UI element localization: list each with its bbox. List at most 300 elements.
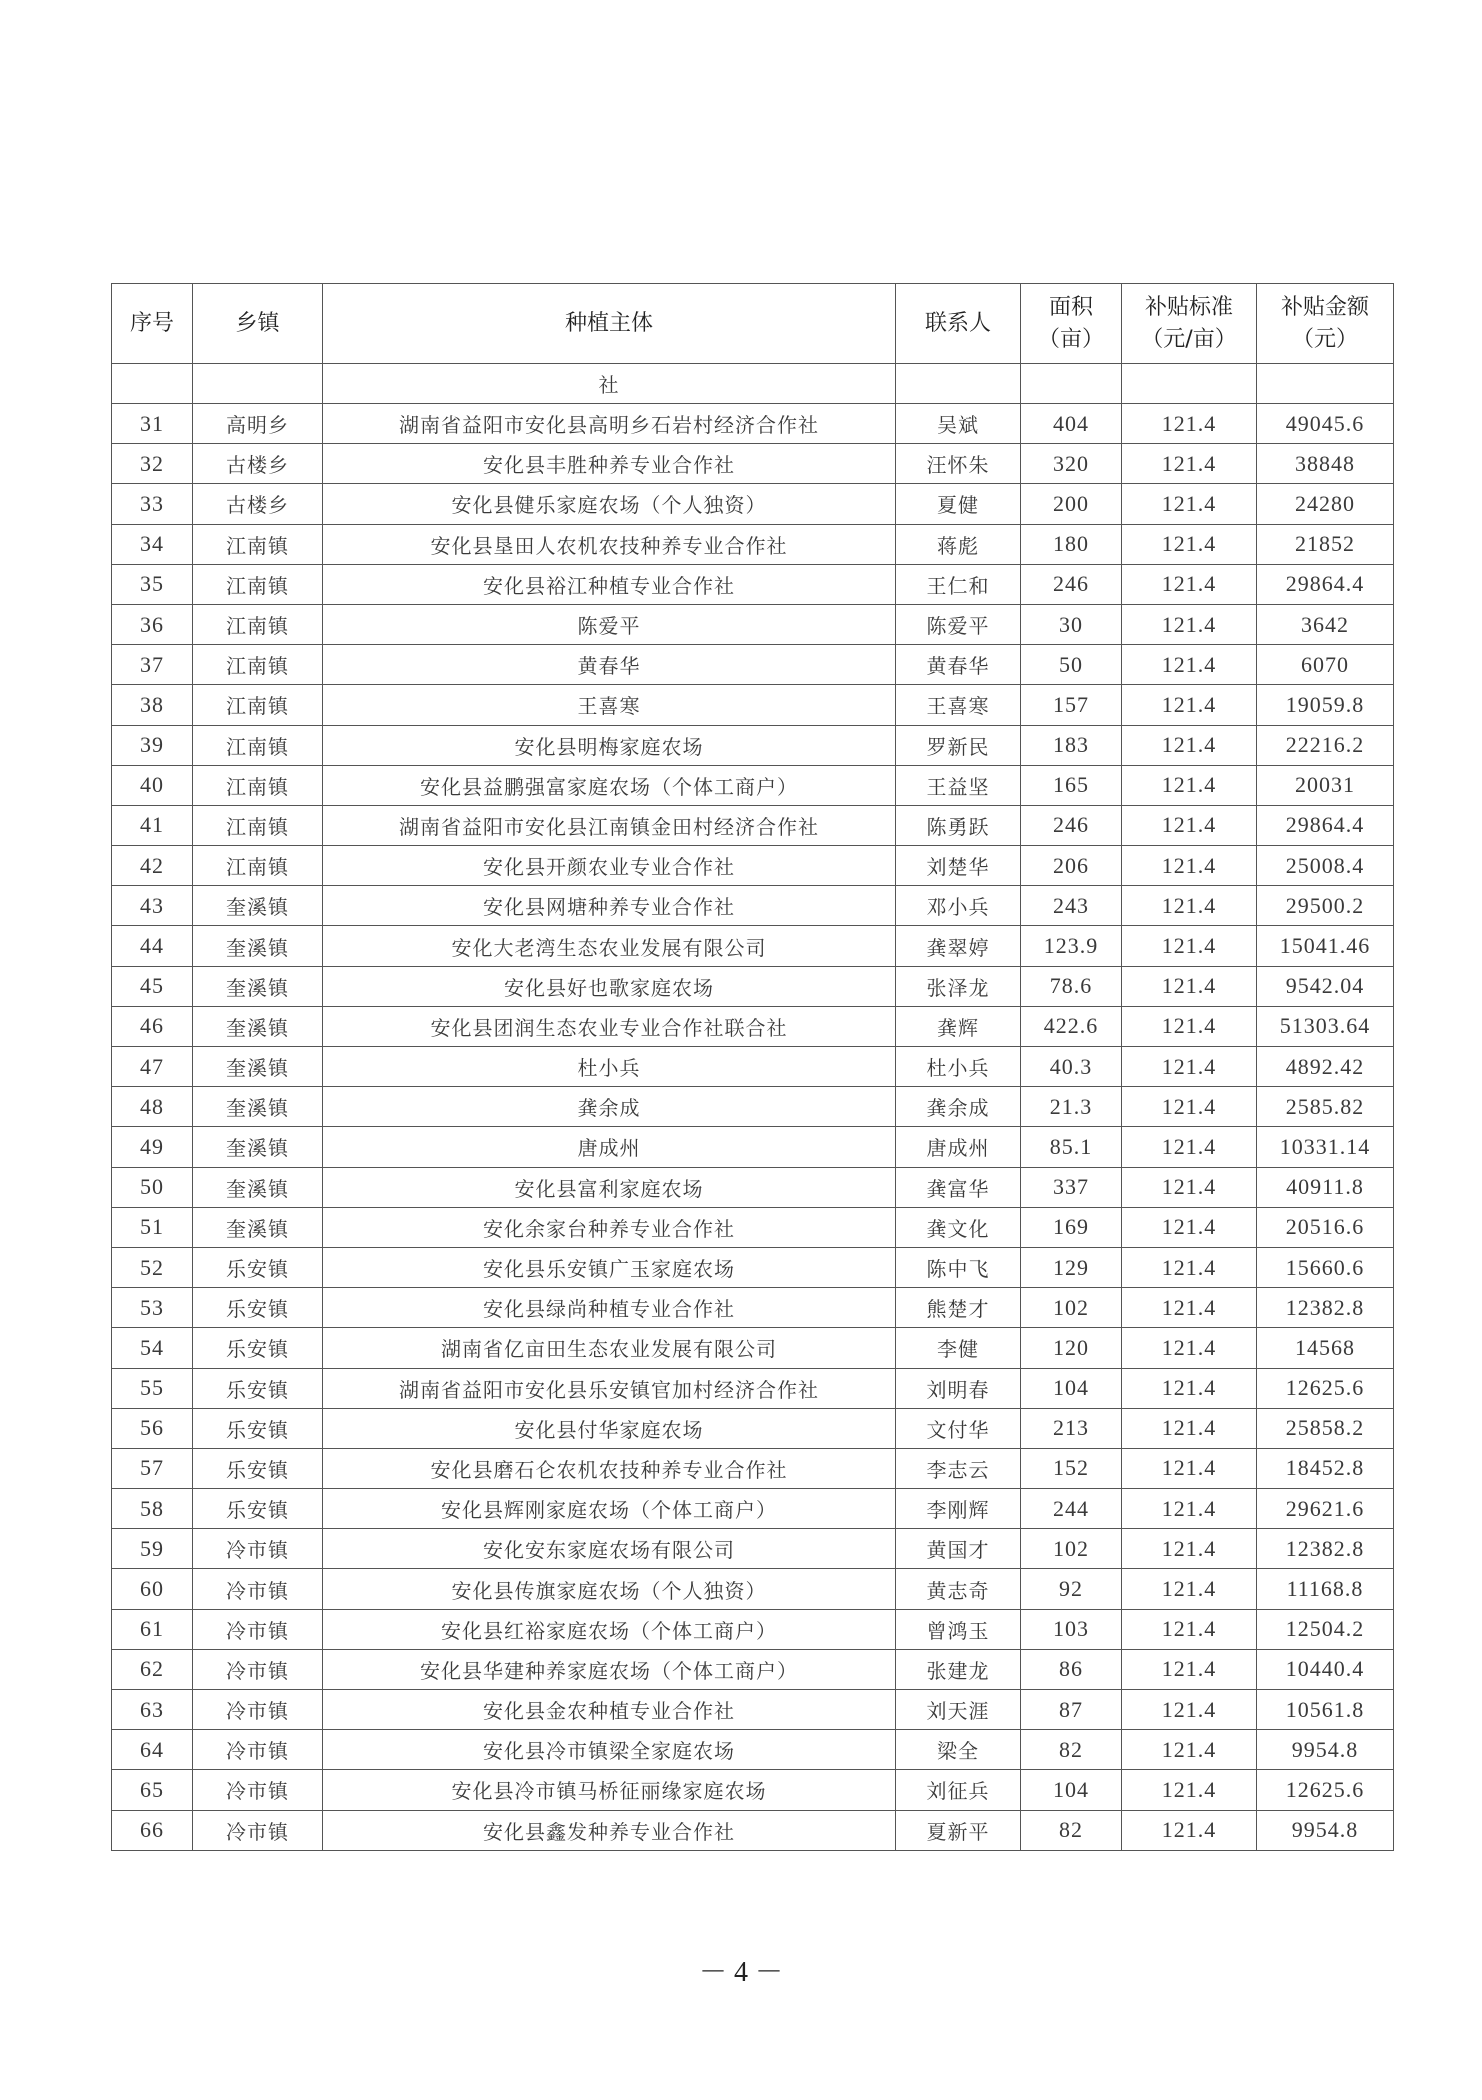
header-standard-line2: （元/亩）	[1141, 326, 1237, 352]
table-row	[112, 1408, 1394, 1448]
cell-contact: 唐成州	[896, 1127, 1021, 1167]
cell-amount: 11168.8	[1257, 1569, 1394, 1609]
table-row	[112, 886, 1394, 926]
cell-township: 奎溪镇	[193, 1087, 323, 1127]
cell-standard: 121.4	[1122, 1006, 1257, 1046]
cell-entity: 安化县华建种养家庭农场（个体工商户）	[323, 1649, 896, 1689]
cell-amount: 10440.4	[1257, 1649, 1394, 1689]
cell-amount: 20031	[1257, 765, 1394, 805]
cell-standard: 121.4	[1122, 484, 1257, 524]
cell-amount: 49045.6	[1257, 404, 1394, 444]
cell-area: 165	[1021, 765, 1122, 805]
cell-index: 35	[112, 564, 193, 604]
cell-area: 103	[1021, 1609, 1122, 1649]
cell-area: 104	[1021, 1770, 1122, 1810]
subsidy-table	[111, 283, 1394, 1851]
cell-contact: 陈爱平	[896, 604, 1021, 644]
cell-standard: 121.4	[1122, 1569, 1257, 1609]
cell-area: 85.1	[1021, 1127, 1122, 1167]
cell-contact: 黄春华	[896, 645, 1021, 685]
table-row	[112, 1569, 1394, 1609]
cell-area: 404	[1021, 404, 1122, 444]
cell-contact: 文付华	[896, 1408, 1021, 1448]
cell-contact: 梁全	[896, 1730, 1021, 1770]
cell-entity: 安化县富利家庭农场	[323, 1167, 896, 1207]
cell-entity: 安化县付华家庭农场	[323, 1408, 896, 1448]
table-row	[112, 1288, 1394, 1328]
cell-amount: 3642	[1257, 604, 1394, 644]
cell-standard: 121.4	[1122, 564, 1257, 604]
cell-amount: 9542.04	[1257, 966, 1394, 1006]
cell-index: 63	[112, 1690, 193, 1730]
cell-index: 56	[112, 1408, 193, 1448]
cell-index: 31	[112, 404, 193, 444]
cell-township: 江南镇	[193, 524, 323, 564]
cell-index: 51	[112, 1207, 193, 1247]
cell-amount: 51303.64	[1257, 1006, 1394, 1046]
cell-township: 乐安镇	[193, 1489, 323, 1529]
cell-index: 64	[112, 1730, 193, 1770]
table-row	[112, 725, 1394, 765]
cell-index: 47	[112, 1047, 193, 1087]
cell-township: 奎溪镇	[193, 1207, 323, 1247]
cell-township: 江南镇	[193, 725, 323, 765]
cell-standard: 121.4	[1122, 1810, 1257, 1850]
cell-index: 41	[112, 805, 193, 845]
cell-entity: 湖南省益阳市安化县乐安镇官加村经济合作社	[323, 1368, 896, 1408]
cell-contact: 罗新民	[896, 725, 1021, 765]
cell-area: 200	[1021, 484, 1122, 524]
cell-township: 冷市镇	[193, 1770, 323, 1810]
cell-entity: 安化县红裕家庭农场（个体工商户）	[323, 1609, 896, 1649]
cell-amount: 12625.6	[1257, 1368, 1394, 1408]
cell-township: 奎溪镇	[193, 886, 323, 926]
cell-area: 246	[1021, 805, 1122, 845]
table-row	[112, 1690, 1394, 1730]
cell-index: 58	[112, 1489, 193, 1529]
table-row	[112, 1328, 1394, 1368]
cell-township: 江南镇	[193, 645, 323, 685]
cell-contact	[896, 364, 1021, 404]
cell-entity: 安化县开颜农业专业合作社	[323, 846, 896, 886]
cell-index: 61	[112, 1609, 193, 1649]
cell-index: 43	[112, 886, 193, 926]
header-amount	[1257, 284, 1394, 364]
cell-area: 246	[1021, 564, 1122, 604]
header-amount-line2: （元）	[1291, 326, 1358, 352]
cell-index: 46	[112, 1006, 193, 1046]
cell-index: 55	[112, 1368, 193, 1408]
cell-index: 33	[112, 484, 193, 524]
cell-contact: 刘天涯	[896, 1690, 1021, 1730]
cell-standard: 121.4	[1122, 805, 1257, 845]
cell-standard: 121.4	[1122, 1730, 1257, 1770]
cell-amount: 14568	[1257, 1328, 1394, 1368]
cell-index: 60	[112, 1569, 193, 1609]
table-row	[112, 1489, 1394, 1529]
cell-amount: 25008.4	[1257, 846, 1394, 886]
cell-entity: 黄春华	[323, 645, 896, 685]
cell-contact: 刘明春	[896, 1368, 1021, 1408]
cell-township: 奎溪镇	[193, 1167, 323, 1207]
cell-township	[193, 364, 323, 404]
table-row	[112, 1047, 1394, 1087]
header-entity: 种植主体	[323, 284, 896, 364]
cell-area: 244	[1021, 1489, 1122, 1529]
table-row	[112, 1368, 1394, 1408]
cell-amount	[1257, 364, 1394, 404]
cell-index: 36	[112, 604, 193, 644]
cell-amount: 24280	[1257, 484, 1394, 524]
cell-entity: 安化县磨石仑农机农技种养专业合作社	[323, 1448, 896, 1488]
cell-standard	[1122, 364, 1257, 404]
cell-entity: 陈爱平	[323, 604, 896, 644]
cell-township: 奎溪镇	[193, 926, 323, 966]
cell-area: 50	[1021, 645, 1122, 685]
cell-area: 337	[1021, 1167, 1122, 1207]
cell-amount: 38848	[1257, 444, 1394, 484]
cell-area: 78.6	[1021, 966, 1122, 1006]
cell-standard: 121.4	[1122, 1047, 1257, 1087]
cell-entity: 安化县辉刚家庭农场（个体工商户）	[323, 1489, 896, 1529]
table-row	[112, 404, 1394, 444]
header-contact: 联系人	[896, 284, 1021, 364]
cell-entity: 安化县绿尚种植专业合作社	[323, 1288, 896, 1328]
table-row	[112, 966, 1394, 1006]
cell-index: 66	[112, 1810, 193, 1850]
cell-township: 古楼乡	[193, 444, 323, 484]
cell-entity: 安化县网塘种养专业合作社	[323, 886, 896, 926]
cell-entity: 安化县健乐家庭农场（个人独资）	[323, 484, 896, 524]
cell-standard: 121.4	[1122, 725, 1257, 765]
cell-township: 乐安镇	[193, 1288, 323, 1328]
cell-township: 乐安镇	[193, 1408, 323, 1448]
cell-area	[1021, 364, 1122, 404]
cell-amount: 12382.8	[1257, 1529, 1394, 1569]
cell-amount: 19059.8	[1257, 685, 1394, 725]
cell-entity: 王喜寒	[323, 685, 896, 725]
header-area-line2: （亩）	[1037, 326, 1104, 352]
cell-amount: 2585.82	[1257, 1087, 1394, 1127]
cell-amount: 9954.8	[1257, 1810, 1394, 1850]
cell-contact: 刘征兵	[896, 1770, 1021, 1810]
cell-township: 乐安镇	[193, 1448, 323, 1488]
cell-entity: 安化县冷市镇梁全家庭农场	[323, 1730, 896, 1770]
cell-area: 40.3	[1021, 1047, 1122, 1087]
cell-standard: 121.4	[1122, 1207, 1257, 1247]
cell-area: 123.9	[1021, 926, 1122, 966]
cell-standard: 121.4	[1122, 1609, 1257, 1649]
cell-index: 37	[112, 645, 193, 685]
cell-contact: 杜小兵	[896, 1047, 1021, 1087]
cell-index	[112, 364, 193, 404]
cell-standard: 121.4	[1122, 444, 1257, 484]
cell-standard: 121.4	[1122, 645, 1257, 685]
cell-area: 157	[1021, 685, 1122, 725]
cell-contact: 龚余成	[896, 1087, 1021, 1127]
header-area	[1021, 284, 1122, 364]
table-row	[112, 805, 1394, 845]
cell-contact: 王益坚	[896, 765, 1021, 805]
table-row	[112, 1448, 1394, 1488]
cell-entity: 安化县丰胜种养专业合作社	[323, 444, 896, 484]
cell-area: 21.3	[1021, 1087, 1122, 1127]
cell-amount: 12625.6	[1257, 1770, 1394, 1810]
cell-index: 42	[112, 846, 193, 886]
cell-standard: 121.4	[1122, 404, 1257, 444]
table-row	[112, 1127, 1394, 1167]
cell-area: 213	[1021, 1408, 1122, 1448]
cell-standard: 121.4	[1122, 846, 1257, 886]
cell-entity: 安化县裕江种植专业合作社	[323, 564, 896, 604]
cell-area: 243	[1021, 886, 1122, 926]
cell-contact: 邓小兵	[896, 886, 1021, 926]
header-area-line1: 面积	[1048, 294, 1093, 320]
cell-standard: 121.4	[1122, 1328, 1257, 1368]
cell-standard: 121.4	[1122, 1167, 1257, 1207]
cell-amount: 29500.2	[1257, 886, 1394, 926]
cell-township: 冷市镇	[193, 1569, 323, 1609]
cell-amount: 25858.2	[1257, 1408, 1394, 1448]
cell-entity: 湖南省亿亩田生态农业发展有限公司	[323, 1328, 896, 1368]
cell-standard: 121.4	[1122, 1489, 1257, 1529]
cell-contact: 刘楚华	[896, 846, 1021, 886]
cell-area: 82	[1021, 1810, 1122, 1850]
cell-amount: 22216.2	[1257, 725, 1394, 765]
cell-index: 50	[112, 1167, 193, 1207]
table-row	[112, 1207, 1394, 1247]
cell-area: 183	[1021, 725, 1122, 765]
cell-entity: 安化县垦田人农机农技种养专业合作社	[323, 524, 896, 564]
header-amount-line1: 补贴金额	[1280, 294, 1369, 320]
table-row	[112, 1247, 1394, 1287]
table-row	[112, 484, 1394, 524]
cell-contact: 李刚辉	[896, 1489, 1021, 1529]
cell-township: 江南镇	[193, 604, 323, 644]
cell-contact: 龚翠婷	[896, 926, 1021, 966]
cell-amount: 10331.14	[1257, 1127, 1394, 1167]
cell-township: 冷市镇	[193, 1690, 323, 1730]
cell-entity: 安化县乐安镇广玉家庭农场	[323, 1247, 896, 1287]
cell-entity: 安化县金农种植专业合作社	[323, 1690, 896, 1730]
table-row	[112, 1609, 1394, 1649]
cell-amount: 12504.2	[1257, 1609, 1394, 1649]
table-row	[112, 846, 1394, 886]
cell-standard: 121.4	[1122, 1127, 1257, 1167]
header-standard-line1: 补贴标准	[1144, 294, 1233, 320]
cell-contact: 李志云	[896, 1448, 1021, 1488]
cell-amount: 29621.6	[1257, 1489, 1394, 1529]
cell-area: 92	[1021, 1569, 1122, 1609]
cell-township: 冷市镇	[193, 1649, 323, 1689]
cell-area: 152	[1021, 1448, 1122, 1488]
cell-contact: 吴斌	[896, 404, 1021, 444]
table-row	[112, 564, 1394, 604]
cell-amount: 29864.4	[1257, 564, 1394, 604]
table-row	[112, 645, 1394, 685]
cell-standard: 121.4	[1122, 966, 1257, 1006]
cell-index: 44	[112, 926, 193, 966]
cell-contact: 蒋彪	[896, 524, 1021, 564]
cell-township: 古楼乡	[193, 484, 323, 524]
table-header-row	[112, 284, 1394, 364]
cell-standard: 121.4	[1122, 685, 1257, 725]
cell-amount: 20516.6	[1257, 1207, 1394, 1247]
header-township: 乡镇	[193, 284, 323, 364]
cell-area: 30	[1021, 604, 1122, 644]
cell-index: 34	[112, 524, 193, 564]
cell-index: 38	[112, 685, 193, 725]
cell-entity: 安化县团润生态农业专业合作社联合社	[323, 1006, 896, 1046]
cell-township: 冷市镇	[193, 1529, 323, 1569]
cell-index: 65	[112, 1770, 193, 1810]
cell-area: 320	[1021, 444, 1122, 484]
cell-amount: 21852	[1257, 524, 1394, 564]
table-row	[112, 444, 1394, 484]
cell-index: 39	[112, 725, 193, 765]
cell-index: 52	[112, 1247, 193, 1287]
cell-amount: 29864.4	[1257, 805, 1394, 845]
cell-entity: 安化县传旗家庭农场（个人独资）	[323, 1569, 896, 1609]
cell-township: 江南镇	[193, 685, 323, 725]
table-row	[112, 1649, 1394, 1689]
page-number: － 4 －	[698, 1957, 783, 1988]
cell-standard: 121.4	[1122, 1529, 1257, 1569]
cell-index: 62	[112, 1649, 193, 1689]
cell-standard: 121.4	[1122, 1770, 1257, 1810]
cell-entity: 安化县明梅家庭农场	[323, 725, 896, 765]
cell-standard: 121.4	[1122, 926, 1257, 966]
cell-index: 59	[112, 1529, 193, 1569]
cell-area: 82	[1021, 1730, 1122, 1770]
cell-entity: 安化余家台种养专业合作社	[323, 1207, 896, 1247]
cell-index: 45	[112, 966, 193, 1006]
cell-contact: 陈勇跃	[896, 805, 1021, 845]
cell-contact: 夏健	[896, 484, 1021, 524]
cell-standard: 121.4	[1122, 886, 1257, 926]
cell-standard: 121.4	[1122, 1408, 1257, 1448]
cell-township: 冷市镇	[193, 1730, 323, 1770]
cell-standard: 121.4	[1122, 765, 1257, 805]
cell-township: 乐安镇	[193, 1247, 323, 1287]
cell-contact: 龚辉	[896, 1006, 1021, 1046]
cell-township: 冷市镇	[193, 1810, 323, 1850]
cell-township: 奎溪镇	[193, 1006, 323, 1046]
header-standard	[1122, 284, 1257, 364]
cell-contact: 李健	[896, 1328, 1021, 1368]
cell-area: 129	[1021, 1247, 1122, 1287]
cell-township: 江南镇	[193, 805, 323, 845]
cell-contact: 张泽龙	[896, 966, 1021, 1006]
cell-contact: 夏新平	[896, 1810, 1021, 1850]
table-row	[112, 1006, 1394, 1046]
cell-amount: 10561.8	[1257, 1690, 1394, 1730]
cell-township: 江南镇	[193, 765, 323, 805]
cell-area: 86	[1021, 1649, 1122, 1689]
cell-amount: 18452.8	[1257, 1448, 1394, 1488]
table-row	[112, 604, 1394, 644]
cell-contact: 陈中飞	[896, 1247, 1021, 1287]
cell-index: 54	[112, 1328, 193, 1368]
cell-township: 乐安镇	[193, 1328, 323, 1368]
cell-index: 57	[112, 1448, 193, 1488]
table-row	[112, 1087, 1394, 1127]
cell-standard: 121.4	[1122, 1368, 1257, 1408]
cell-index: 49	[112, 1127, 193, 1167]
cell-area: 102	[1021, 1288, 1122, 1328]
cell-standard: 121.4	[1122, 524, 1257, 564]
cell-contact: 王仁和	[896, 564, 1021, 604]
cell-contact: 王喜寒	[896, 685, 1021, 725]
cell-entity: 安化大老湾生态农业发展有限公司	[323, 926, 896, 966]
cell-township: 高明乡	[193, 404, 323, 444]
cell-standard: 121.4	[1122, 1288, 1257, 1328]
table-row	[112, 1529, 1394, 1569]
cell-entity: 安化安东家庭农场有限公司	[323, 1529, 896, 1569]
table-row	[112, 1770, 1394, 1810]
cell-entity: 龚余成	[323, 1087, 896, 1127]
cell-index: 53	[112, 1288, 193, 1328]
cell-index: 48	[112, 1087, 193, 1127]
cell-township: 奎溪镇	[193, 1047, 323, 1087]
table-row	[112, 685, 1394, 725]
cell-entity: 唐成州	[323, 1127, 896, 1167]
cell-area: 180	[1021, 524, 1122, 564]
cell-entity: 安化县冷市镇马桥征丽缘家庭农场	[323, 1770, 896, 1810]
cell-entity: 安化县益鹏强富家庭农场（个体工商户）	[323, 765, 896, 805]
table-row	[112, 1167, 1394, 1207]
cell-index: 40	[112, 765, 193, 805]
cell-entity: 社	[323, 364, 896, 404]
table-row	[112, 524, 1394, 564]
cell-contact: 熊楚才	[896, 1288, 1021, 1328]
cell-amount: 15041.46	[1257, 926, 1394, 966]
cell-entity: 杜小兵	[323, 1047, 896, 1087]
cell-township: 乐安镇	[193, 1368, 323, 1408]
cell-area: 422.6	[1021, 1006, 1122, 1046]
cell-contact: 龚文化	[896, 1207, 1021, 1247]
cell-standard: 121.4	[1122, 1690, 1257, 1730]
cell-contact: 汪怀朱	[896, 444, 1021, 484]
cell-amount: 15660.6	[1257, 1247, 1394, 1287]
cell-township: 奎溪镇	[193, 966, 323, 1006]
table-row	[112, 1730, 1394, 1770]
cell-township: 奎溪镇	[193, 1127, 323, 1167]
cell-index: 32	[112, 444, 193, 484]
cell-township: 江南镇	[193, 846, 323, 886]
cell-township: 江南镇	[193, 564, 323, 604]
table-row	[112, 926, 1394, 966]
cell-area: 169	[1021, 1207, 1122, 1247]
cell-amount: 6070	[1257, 645, 1394, 685]
cell-contact: 张建龙	[896, 1649, 1021, 1689]
cell-contact: 黄志奇	[896, 1569, 1021, 1609]
cell-area: 102	[1021, 1529, 1122, 1569]
cell-standard: 121.4	[1122, 1448, 1257, 1488]
cell-entity: 安化县好也歌家庭农场	[323, 966, 896, 1006]
cell-amount: 12382.8	[1257, 1288, 1394, 1328]
cell-contact: 龚富华	[896, 1167, 1021, 1207]
table-row	[112, 1810, 1394, 1850]
cell-area: 87	[1021, 1690, 1122, 1730]
cell-amount: 4892.42	[1257, 1047, 1394, 1087]
cell-standard: 121.4	[1122, 1247, 1257, 1287]
cell-standard: 121.4	[1122, 604, 1257, 644]
cell-area: 104	[1021, 1368, 1122, 1408]
cell-amount: 9954.8	[1257, 1730, 1394, 1770]
table-row	[112, 765, 1394, 805]
header-index: 序号	[112, 284, 193, 364]
